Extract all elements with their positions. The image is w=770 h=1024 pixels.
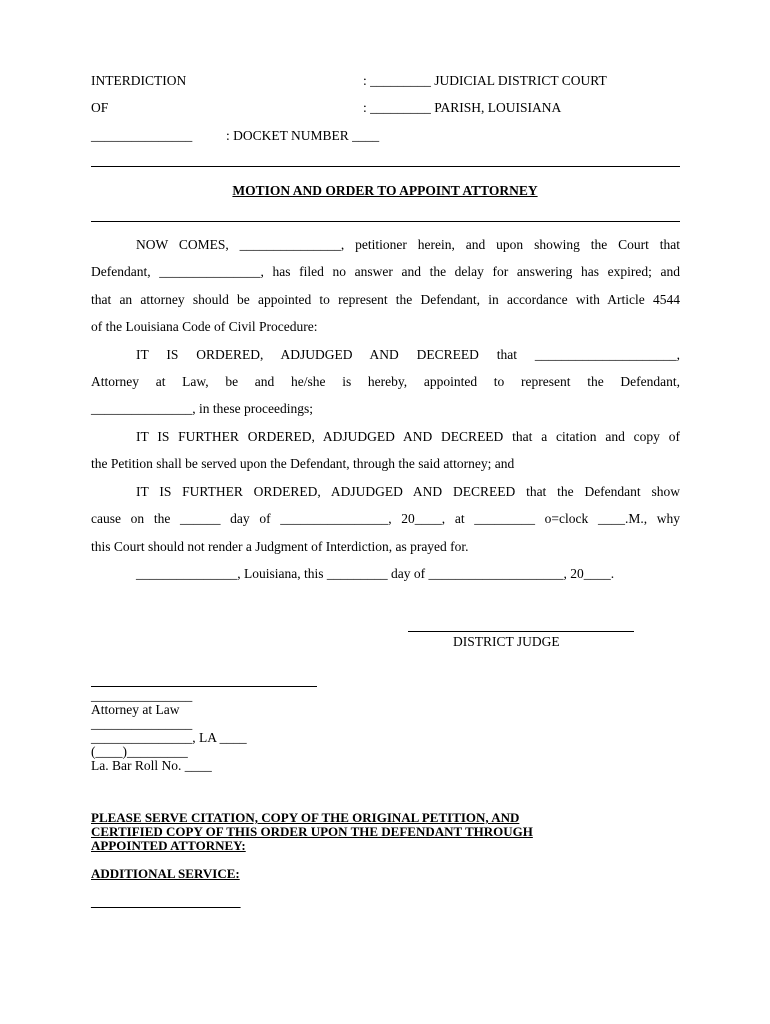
attorney-address-blank: _______________ xyxy=(91,716,193,731)
paragraph-3-line-2: the Petition shall be served upon the Defendant, through the said attorney; and xyxy=(91,456,515,471)
paragraph-2-line-3: _______________, in these proceedings; xyxy=(91,401,313,416)
attorney-signature-line xyxy=(91,686,317,687)
attorney-bar-roll: La. Bar Roll No. ____ xyxy=(91,758,212,773)
paragraph-1-line-1: NOW COMES, _______________, petitioner herein, and upon showing the Court that xyxy=(136,237,680,252)
attorney-phone: (____)_________ xyxy=(91,744,188,759)
paragraph-1-line-4: of the Louisiana Code of Civil Procedure: xyxy=(91,319,318,334)
paragraph-2-line-2: Attorney at Law, be and he/she is hereby, appointed to represent the Defendant, xyxy=(91,374,680,389)
additional-service-heading: ADDITIONAL SERVICE: xyxy=(91,866,240,881)
service-instruction-line-1: PLEASE SERVE CITATION, COPY OF THE ORIGINAL PETITION, AND xyxy=(91,810,520,825)
paragraph-1-line-2: Defendant, _______________, has filed no answer and the delay for answering has expired; and xyxy=(91,264,680,279)
attorney-name-blank: _______________ xyxy=(91,688,193,703)
paragraph-3-line-1: IT IS FURTHER ORDERED, ADJUDGED AND DECREED that a citation and copy of xyxy=(136,429,680,444)
judge-signature-line xyxy=(408,631,634,632)
caption-parish: : _________ PARISH, LOUISIANA xyxy=(363,100,562,115)
service-instruction-line-2: CERTIFIED COPY OF THIS ORDER UPON THE DEFENDANT THROUGH xyxy=(91,824,533,839)
attorney-city-state: _______________, LA ____ xyxy=(91,730,247,745)
paragraph-4-line-3: this Court should not render a Judgment of Interdiction, as prayed for. xyxy=(91,539,469,554)
paragraph-4-line-2: cause on the ______ day of ________________, 20____, at _________ o=clock ____.M., why xyxy=(91,511,680,526)
attorney-at-law-label: Attorney at Law xyxy=(91,702,180,717)
caption-name-blank: _______________ xyxy=(91,128,193,143)
paragraph-1-line-3: that an attorney should be appointed to represent the Defendant, in accordance with Article 4544 xyxy=(91,292,680,307)
paragraph-5-line-1: _______________, Louisiana, this _________ day of ____________________, 20____. xyxy=(136,566,615,581)
paragraph-4-line-1: IT IS FURTHER ORDERED, ADJUDGED AND DECREED that the Defendant show xyxy=(136,484,680,499)
judge-label: DISTRICT JUDGE xyxy=(453,634,560,649)
additional-service-blank: _______________________ xyxy=(91,894,241,909)
service-instruction-line-3: APPOINTED ATTORNEY: xyxy=(91,838,246,853)
caption-docket-number: : DOCKET NUMBER ____ xyxy=(226,128,380,143)
caption-interdiction: INTERDICTION xyxy=(91,73,187,88)
caption-judicial-district-court: : _________ JUDICIAL DISTRICT COURT xyxy=(363,73,607,88)
caption-of: OF xyxy=(91,100,109,115)
caption-divider-bottom xyxy=(91,221,680,222)
paragraph-2-line-1: IT IS ORDERED, ADJUDGED AND DECREED that _____________________, xyxy=(136,347,680,362)
document-title: MOTION AND ORDER TO APPOINT ATTORNEY xyxy=(232,183,538,198)
caption-divider-top xyxy=(91,166,680,167)
